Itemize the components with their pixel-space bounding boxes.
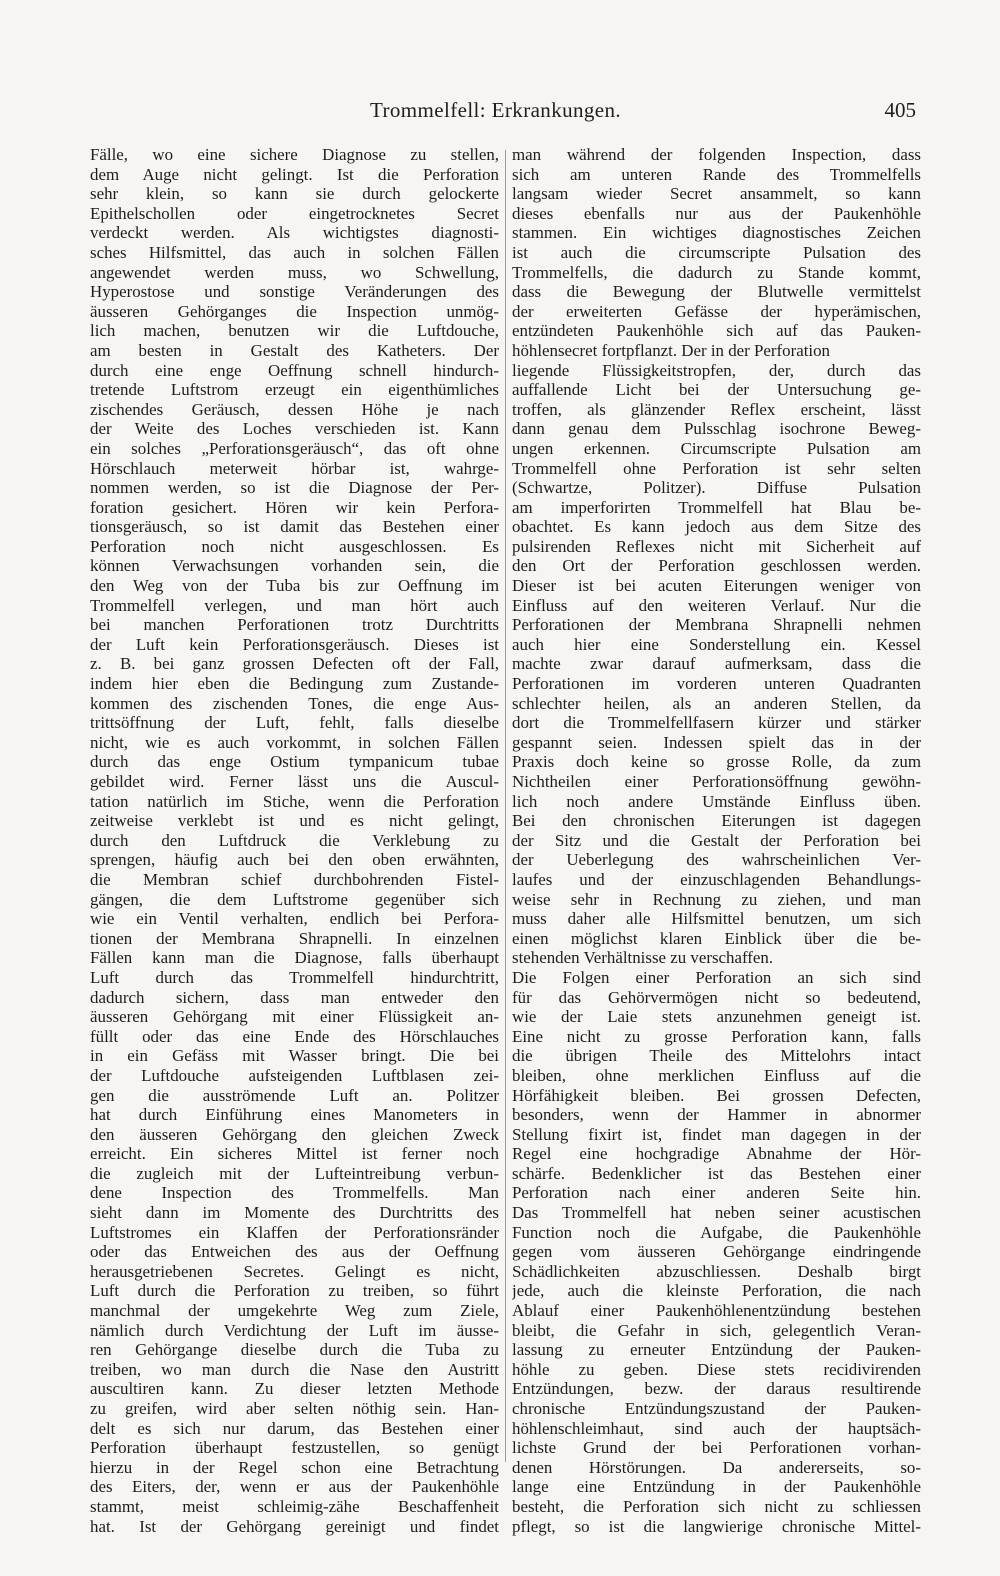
text-line: auffallende Licht bei der Untersuchung ge- (512, 380, 921, 400)
text-line: der Sitz und die Gestalt der Perforation bei (512, 830, 921, 850)
text-line: Fälle, wo eine sichere Diagnose zu stellen, (90, 145, 499, 164)
text-line: auch hier eine Sonderstellung ein. Kessel (512, 634, 921, 654)
text-line: den Ort der Perforation geschlossen werden. (512, 556, 921, 576)
text-line: pflegt, so ist die langwierige chronische Mittel- (512, 1516, 921, 1536)
text-line: sches Hilfsmittel, das auch in solchen Fällen (90, 242, 499, 262)
text-line: Trommelfell ohne Perforation ist sehr selten (512, 458, 921, 478)
text-line: Luft durch die Perforation zu treiben, so führt (90, 1281, 499, 1301)
text-line: troffen, als glänzender Reflex erscheint, lässt (512, 399, 921, 419)
text-line: delt es sich nur darum, das Bestehen einer (90, 1418, 499, 1438)
text-line: besonders, wenn der Hammer in abnormer (512, 1105, 921, 1125)
text-line: Function noch die Aufgabe, die Paukenhöhle (512, 1222, 921, 1242)
text-line: bei manchen Perforationen trotz Durchtritts (90, 615, 499, 635)
text-line: die zugleich mit der Lufteintreibung verbun- (90, 1163, 499, 1183)
text-line: am imperforirten Trommelfell hat Blau be- (512, 497, 921, 517)
text-line: die Membran schief durchbohrenden Fistel- (90, 869, 499, 889)
text-line: wie der Laie stets anzunehmen geneigt ist. (512, 1007, 921, 1027)
page-number: 405 (884, 98, 916, 122)
text-line: z. B. bei ganz grossen Defecten oft der Fall, (90, 654, 499, 674)
text-line: Perforation überhaupt festzustellen, so genügt (90, 1438, 499, 1458)
text-line: Ablauf einer Paukenhöhlenentzündung bestehen (512, 1301, 921, 1321)
text-line: angewendet werden muss, wo Schwellung, (90, 262, 499, 282)
text-line: Schädlichkeiten abzuschliessen. Deshalb birgt (512, 1261, 921, 1281)
text-line: liegende Flüssigkeitstropfen, der, durch das (512, 360, 921, 380)
text-line: zu greifen, wird aber selten nöthig sein. Han- (90, 1399, 499, 1418)
page-header (88, 98, 922, 128)
text-line: oder das Entweichen des aus der Oeffnung (90, 1242, 499, 1262)
text-line: Luft durch das Trommelfell hindurchtritt, (90, 967, 499, 987)
text-line: der Luft kein Perforationsgeräusch. Dieses ist (90, 634, 499, 654)
text-line: nämlich durch Verdichtung der Luft im äusse- (90, 1320, 499, 1340)
text-line: durch den Luftdruck die Verklebung zu (90, 830, 499, 850)
text-line: tretende Luftstrom erzeugt ein eigenthümliches (90, 380, 499, 400)
text-line: sieht dann im Momente des Durchtritts des (90, 1203, 499, 1223)
text-line: Eine nicht zu grosse Perforation kann, falls (512, 1026, 921, 1046)
column-divider (505, 150, 506, 1462)
text-line: manchmal der umgekehrte Weg zum Ziele, (90, 1301, 499, 1321)
text-line: am besten in Gestalt des Katheters. Der (90, 340, 499, 360)
text-line: höhlensecret fortpflanzt. Der in der Perforation (512, 340, 830, 360)
text-line: ren Gehörgange dieselbe durch die Tuba zu (90, 1340, 499, 1360)
right-column (512, 145, 921, 1536)
text-line: höhle zu geben. Diese stets recidivirenden (512, 1359, 921, 1379)
text-line: Entzündungen, bezw. der daraus resultirende (512, 1379, 921, 1399)
text-line: dass die Bewegung der Blutwelle vermittelst (512, 282, 921, 302)
text-line: Perforationen der Membrana Shrapnelli nehmen (512, 615, 921, 635)
text-line: gebildet wird. Ferner lässt uns die Auscul- (90, 772, 499, 791)
text-line: höhlenschleimhaut, sind auch der hauptsäch- (512, 1418, 921, 1438)
text-line: den Weg von der Tuba bis zur Oeffnung im (90, 576, 499, 596)
text-line: Einfluss auf den weiteren Verlauf. Nur die (512, 595, 921, 615)
text-line: nommen werden, so ist die Diagnose der Per- (90, 478, 499, 498)
text-line: Hörfähigkeit bleiben. Bei grossen Defecten, (512, 1085, 921, 1105)
text-line: bleiben, ohne merklichen Einfluss auf die (512, 1065, 921, 1085)
text-line: Perforation noch nicht ausgeschlossen. Es (90, 536, 499, 556)
text-line: füllt oder das eine Ende des Hörschlauches (90, 1026, 499, 1046)
text-line: tionen der Membrana Shrapnelli. In einzelnen (90, 928, 499, 948)
text-line: lassung zu erneuter Entzündung der Pauken- (512, 1340, 921, 1360)
text-line: treiben, wo man durch die Nase den Austritt (90, 1359, 499, 1379)
left-column (90, 145, 499, 1536)
text-line: auscultiren kann. Zu dieser letzten Methode (90, 1379, 499, 1399)
text-line: zischendes Geräusch, dessen Höhe je nach (90, 399, 499, 419)
text-line: Die Folgen einer Perforation an sich sind (512, 967, 921, 987)
text-line: Praxis doch keine so grosse Rolle, da zum (512, 752, 921, 772)
text-line: dem Auge nicht gelingt. Ist die Perforation (90, 164, 499, 184)
text-line: hat. Ist der Gehörgang gereinigt und findet (90, 1516, 499, 1536)
text-line: gen die ausströmende Luft an. Politzer (90, 1085, 499, 1105)
text-line: durch eine enge Oeffnung schnell hindurch- (90, 360, 499, 380)
text-line: lich noch andere Umstände Einfluss üben. (512, 791, 921, 811)
text-line: sprengen, häufig auch bei den oben erwähnten, (90, 850, 499, 870)
text-line: nicht, wie es auch vorkommt, in solchen Fällen (90, 732, 499, 752)
text-line: chronische Entzündungszustand der Pauken- (512, 1399, 921, 1418)
text-line: gängen, die dem Luftstrome gegenüber sich (90, 889, 499, 909)
text-line: tation natürlich im Stiche, wenn die Perforation (90, 791, 499, 811)
text-line: tionsgeräusch, so ist damit das Bestehen einer (90, 517, 499, 537)
text-line: herausgetriebenen Secretes. Gelingt es nicht, (90, 1261, 499, 1281)
text-line: muss daher alle Hilfsmittel benutzen, um sich (512, 909, 921, 929)
text-line: weise sehr in Rechnung zu ziehen, und man (512, 889, 921, 909)
text-line: denen Hörstörungen. Da andererseits, so- (512, 1457, 921, 1477)
text-line: (Schwartze, Politzer). Diffuse Pulsation (512, 478, 921, 498)
text-line: stammen. Ein wichtiges diagnostisches Zeichen (512, 223, 921, 243)
text-line: Hörschlauch meterweit hörbar ist, wahrge- (90, 458, 499, 478)
text-line: Das Trommelfell hat neben seiner acustischen (512, 1203, 921, 1223)
text-line: der Luftdouche aufsteigenden Luftblasen zei- (90, 1065, 499, 1085)
text-line: hierzu in der Regel schon eine Betrachtung (90, 1457, 499, 1477)
text-line: wie ein Ventil verhalten, endlich bei Perfora- (90, 909, 499, 929)
text-line: Stellung fixirt ist, findet man dagegen in der (512, 1124, 921, 1144)
text-line: sich am unteren Rande des Trommelfells (512, 164, 921, 184)
text-line: trittsöffnung der Luft, fehlt, falls dieselbe (90, 713, 499, 733)
text-line: entzündeten Paukenhöhle sich auf das Pauken- (512, 321, 921, 341)
text-line: gespannt seien. Indessen spielt das in der (512, 732, 921, 752)
running-head: Trommelfell: Erkrankungen. (370, 98, 622, 122)
text-line: gegen vom äusseren Gehörgange eindringende (512, 1242, 921, 1262)
text-line: äusseren Gehörganges die Inspection unmög- (90, 301, 499, 321)
text-line: ein solches „Perforationsgeräusch“, das oft ohne (90, 438, 499, 458)
text-line: lichste Grund der bei Perforationen vorhan- (512, 1438, 921, 1458)
text-line: einen möglichst klaren Einblick über die be- (512, 928, 921, 948)
text-line: stehenden Verhältnisse zu verschaffen. (512, 948, 774, 968)
text-line: erreicht. Ein sicheres Mittel ist ferner noch (90, 1144, 499, 1164)
text-line: indem hier eben die Bedingung zum Zustande- (90, 674, 499, 694)
text-line: langsam wieder Secret ansammelt, so kann (512, 184, 921, 204)
text-line: lich machen, benutzen wir die Luftdouche, (90, 321, 499, 341)
text-line: schlechter heilen, als an anderen Stellen, da (512, 693, 921, 713)
text-line: die übrigen Theile des Mittelohrs intact (512, 1046, 921, 1066)
text-line: foration gesichert. Hören wir kein Perfora- (90, 497, 499, 517)
text-line: hat durch Einführung eines Manometers in (90, 1105, 499, 1125)
text-line: Perforationen im vorderen unteren Quadranten (512, 674, 921, 694)
text-line: jede, auch die kleinste Perforation, die nach (512, 1281, 921, 1301)
text-line: dort die Trommelfellfasern kürzer und stärker (512, 713, 921, 733)
text-line: laufes und der einzuschlagenden Behandlungs- (512, 869, 921, 889)
text-line: man während der folgenden Inspection, dass (512, 145, 921, 164)
text-line: Trommelfell verlegen, und man hört auch (90, 595, 499, 615)
text-line: können Verwachsungen vorhanden sein, die (90, 556, 499, 576)
text-line: Dieser ist bei acuten Eiterungen weniger von (512, 576, 921, 596)
text-line: besteht, die Perforation sich nicht zu schliessen (512, 1496, 921, 1516)
text-line: dadurch sichern, dass man entweder den (90, 987, 499, 1007)
text-line: Fällen kann man die Diagnose, falls überhaupt (90, 948, 499, 968)
text-line: lange eine Entzündung in der Paukenhöhle (512, 1477, 921, 1497)
text-line: stammt, meist schleimig-zähe Beschaffenheit (90, 1496, 499, 1516)
text-line: in ein Gefäss mit Wasser bringt. Die bei (90, 1046, 499, 1066)
text-line: Trommelfells, die dadurch zu Stande kommt, (512, 262, 921, 282)
text-line: der Ueberlegung des wahrscheinlichen Ver- (512, 850, 921, 870)
text-line: Hyperostose und sonstige Veränderungen des (90, 282, 499, 302)
text-line: für das Gehörvermögen nicht so bedeutend, (512, 987, 921, 1007)
text-line: der Weite des Loches verschieden ist. Kann (90, 419, 499, 439)
text-line: pulsirenden Reflexes nicht mit Sicherheit auf (512, 536, 921, 556)
text-line: dene Inspection des Trommelfells. Man (90, 1183, 499, 1203)
text-line: Luftstromes ein Klaffen der Perforationsränder (90, 1222, 499, 1242)
text-line: durch das enge Ostium tympanicum tubae (90, 752, 499, 772)
text-line: schärfe. Bedenklicher ist das Bestehen einer (512, 1163, 921, 1183)
text-line: Nichtheilen einer Perforationsöffnung gewöhn- (512, 772, 921, 791)
text-line: Perforation nach einer anderen Seite hin. (512, 1183, 921, 1203)
text-line: dieses ebenfalls nur aus der Paukenhöhle (512, 203, 921, 223)
text-line: bleibt, die Gefahr in sich, gelegentlich Veran- (512, 1320, 921, 1340)
text-line: Epithelschollen oder eingetrocknetes Secret (90, 203, 499, 223)
text-line: äusseren Gehörgang mit einer Flüssigkeit an- (90, 1007, 499, 1027)
text-line: ungen erkennen. Circumscripte Pulsation am (512, 438, 921, 458)
text-line: kommen des zischenden Tones, die enge Aus- (90, 693, 499, 713)
text-line: sehr klein, so kann sie durch gelockerte (90, 184, 499, 204)
text-line: obachtet. Es kann jedoch aus dem Sitze des (512, 517, 921, 537)
text-line: Bei den chronischen Eiterungen ist dagegen (512, 811, 921, 831)
text-line: Regel eine hochgradige Abnahme der Hör- (512, 1144, 921, 1164)
text-line: machte zwar darauf aufmerksam, dass die (512, 654, 921, 674)
text-line: der erweiterten Gefässe der hyperämischen, (512, 301, 921, 321)
text-line: ist auch die circumscripte Pulsation des (512, 242, 921, 262)
text-line: den äusseren Gehörgang den gleichen Zweck (90, 1124, 499, 1144)
text-line: verdeckt werden. Als wichtigstes diagnosti- (90, 223, 499, 243)
text-line: zeitweise verklebt ist und es nicht gelingt, (90, 811, 499, 831)
text-line: dann genau dem Pulsschlag isochrone Beweg- (512, 419, 921, 439)
text-line: des Eiters, der, wenn er aus der Paukenhöhle (90, 1477, 499, 1497)
